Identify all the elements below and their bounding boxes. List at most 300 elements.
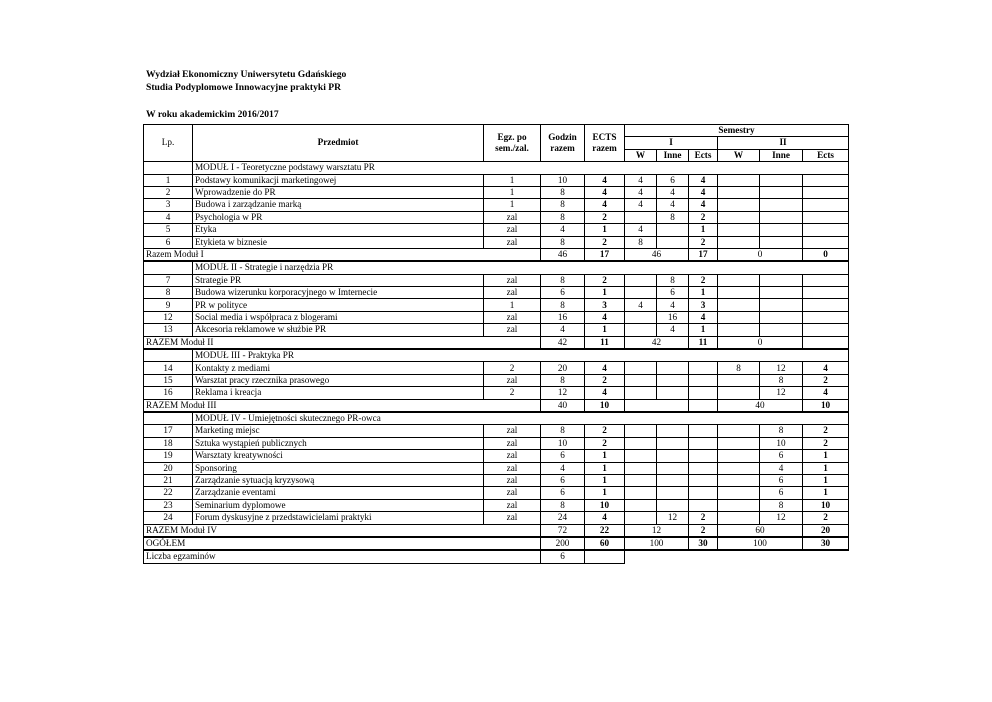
- subject-cell: Psychologia w PR: [193, 211, 484, 223]
- sem2-ects-cell: 10: [803, 499, 849, 511]
- egz-cell: zal: [484, 311, 541, 323]
- lp-cell: 9: [144, 299, 193, 311]
- sem2-inne-cell: 8: [760, 425, 803, 437]
- subject-cell: Etyka: [193, 224, 484, 236]
- summary-hours: 42: [541, 336, 585, 349]
- sem1-ects-cell: 1: [689, 224, 718, 236]
- sem2-w-cell: [718, 274, 760, 286]
- subject-cell: Seminarium dyplomowe: [193, 499, 484, 511]
- ects-cell: 4: [585, 311, 625, 323]
- sem2-ects-cell: [803, 199, 849, 211]
- table-row: [144, 236, 849, 248]
- lp-cell: [144, 349, 193, 362]
- lp-cell: [144, 162, 193, 174]
- sem2-ects-cell: 4: [803, 362, 849, 374]
- sem1-inne-cell: [657, 487, 689, 499]
- summary-sem2-ects: 20: [803, 524, 849, 537]
- ects-cell: 2: [585, 274, 625, 286]
- module-header-row: [144, 349, 849, 362]
- sem1-ects-cell: 1: [689, 324, 718, 336]
- ects-cell: 1: [585, 487, 625, 499]
- summary-hours: 72: [541, 524, 585, 537]
- sem2-w-cell: [718, 324, 760, 336]
- sem2-ects-cell: [803, 186, 849, 198]
- module-title: MODUŁ I - Teoretyczne podstawy warsztatu PR: [193, 162, 849, 174]
- sem1-inne-cell: [657, 437, 689, 449]
- egz-cell: zal: [484, 474, 541, 486]
- lp-cell: [144, 261, 193, 274]
- lp-cell: 8: [144, 287, 193, 299]
- table-row: [144, 387, 849, 399]
- summary-ects: 10: [585, 399, 625, 412]
- summary-label: RAZEM Moduł II: [144, 336, 541, 349]
- sem1-ects-cell: 2: [689, 512, 718, 524]
- col-header-w2: W: [718, 149, 760, 161]
- lp-cell: 21: [144, 474, 193, 486]
- sem2-ects-cell: 2: [803, 437, 849, 449]
- sem2-inne-cell: 10: [760, 437, 803, 449]
- table-body: [144, 162, 849, 564]
- sem1-ects-cell: [689, 450, 718, 462]
- sem2-inne-cell: [760, 311, 803, 323]
- sem1-w-cell: [625, 362, 657, 374]
- lp-cell: 6: [144, 236, 193, 248]
- sem2-w-cell: [718, 186, 760, 198]
- ects-cell: 4: [585, 199, 625, 211]
- sem2-inne-cell: 8: [760, 499, 803, 511]
- sem2-ects-cell: [803, 324, 849, 336]
- sem1-w-cell: [625, 387, 657, 399]
- sem1-ects-cell: [689, 374, 718, 386]
- lp-cell: 18: [144, 437, 193, 449]
- subject-cell: Wprowadzenie do PR: [193, 186, 484, 198]
- summary-row: [144, 336, 849, 349]
- sem2-w-cell: [718, 450, 760, 462]
- ects-cell: 1: [585, 287, 625, 299]
- col-header-ects: ECTS razem: [585, 125, 625, 162]
- ects-cell: 4: [585, 512, 625, 524]
- lp-cell: 23: [144, 499, 193, 511]
- egz-cell: 1: [484, 299, 541, 311]
- hours-cell: 8: [541, 499, 585, 511]
- summary-label: RAZEM Moduł III: [144, 399, 541, 412]
- sem1-inne-cell: [657, 462, 689, 474]
- egz-cell: zal: [484, 374, 541, 386]
- header-row-1: [144, 125, 849, 137]
- summary-row: [144, 537, 849, 550]
- ects-cell: 2: [585, 211, 625, 223]
- ects-cell: 1: [585, 462, 625, 474]
- lp-cell: 5: [144, 224, 193, 236]
- summary-row: [144, 248, 849, 261]
- ects-cell: 3: [585, 299, 625, 311]
- lp-cell: 7: [144, 274, 193, 286]
- sem2-ects-cell: 1: [803, 487, 849, 499]
- curriculum-table: [143, 124, 849, 564]
- sem1-ects-cell: [689, 437, 718, 449]
- sem2-w-cell: [718, 487, 760, 499]
- subject-cell: Zarządzanie sytuacją kryzysową: [193, 474, 484, 486]
- sem1-ects-cell: [689, 487, 718, 499]
- subject-cell: Kontakty z mediami: [193, 362, 484, 374]
- sem2-w-cell: [718, 425, 760, 437]
- sem2-w-cell: [718, 299, 760, 311]
- exam-count-row: [144, 550, 849, 563]
- hours-cell: 8: [541, 374, 585, 386]
- sem2-ects-cell: [803, 211, 849, 223]
- sem1-w-cell: [625, 450, 657, 462]
- sem2-w-cell: [718, 174, 760, 186]
- sem2-ects-cell: [803, 311, 849, 323]
- ects-cell: 4: [585, 186, 625, 198]
- subject-cell: Warsztat pracy rzecznika prasowego: [193, 374, 484, 386]
- sem1-ects-cell: 2: [689, 211, 718, 223]
- sem2-w-cell: [718, 374, 760, 386]
- table-row: [144, 186, 849, 198]
- lp-cell: 1: [144, 174, 193, 186]
- table-row: [144, 224, 849, 236]
- hours-cell: 8: [541, 236, 585, 248]
- hours-cell: 24: [541, 512, 585, 524]
- table-row: [144, 274, 849, 286]
- summary-hours: 46: [541, 248, 585, 261]
- lp-cell: 3: [144, 199, 193, 211]
- egz-cell: zal: [484, 274, 541, 286]
- lp-cell: 15: [144, 374, 193, 386]
- module-header-row: [144, 162, 849, 174]
- sem1-inne-cell: [657, 236, 689, 248]
- summary-sem2-hours: 100: [718, 537, 803, 550]
- module-title: MODUŁ III - Praktyka PR: [193, 349, 849, 362]
- egz-cell: 2: [484, 362, 541, 374]
- ects-cell: 10: [585, 499, 625, 511]
- sem1-inne-cell: [657, 474, 689, 486]
- egz-cell: 1: [484, 186, 541, 198]
- col-header-egz: Egz. po sem./zal.: [484, 125, 541, 162]
- lp-cell: 12: [144, 311, 193, 323]
- sem1-ects-cell: [689, 387, 718, 399]
- hours-cell: 6: [541, 474, 585, 486]
- sem2-inne-cell: [760, 199, 803, 211]
- sem2-w-cell: [718, 387, 760, 399]
- sem1-w-cell: [625, 474, 657, 486]
- lp-cell: 4: [144, 211, 193, 223]
- sem1-ects-cell: 3: [689, 299, 718, 311]
- sem2-ects-cell: 4: [803, 387, 849, 399]
- col-header-sem2: II: [718, 137, 849, 149]
- sem1-ects-cell: 2: [689, 274, 718, 286]
- sem2-inne-cell: 12: [760, 362, 803, 374]
- sem2-inne-cell: [760, 236, 803, 248]
- summary-sem2-ects: 10: [803, 399, 849, 412]
- sem1-w-cell: [625, 324, 657, 336]
- summary-hours: 40: [541, 399, 585, 412]
- summary-sem1-ects: 17: [689, 248, 718, 261]
- sem2-ects-cell: [803, 274, 849, 286]
- egz-cell: zal: [484, 487, 541, 499]
- col-header-sem1: I: [625, 137, 718, 149]
- hours-cell: 6: [541, 287, 585, 299]
- sem2-inne-cell: 4: [760, 462, 803, 474]
- summary-sem2-hours: 0: [718, 336, 803, 349]
- lp-cell: 24: [144, 512, 193, 524]
- sem2-ects-cell: 1: [803, 462, 849, 474]
- sem1-inne-cell: [657, 425, 689, 437]
- sem2-inne-cell: [760, 174, 803, 186]
- sem1-ects-cell: [689, 474, 718, 486]
- table-row: [144, 474, 849, 486]
- sem1-inne-cell: [657, 374, 689, 386]
- summary-sem2-hours: 40: [718, 399, 803, 412]
- subject-cell: Social media i współpraca z blogerami: [193, 311, 484, 323]
- subject-cell: Budowa wizerunku korporacyjnego w Imternecie: [193, 287, 484, 299]
- module-title: MODUŁ IV - Umiejętności skutecznego PR-owca: [193, 412, 849, 425]
- summary-label: OGÓŁEM: [144, 537, 541, 550]
- table-row: [144, 287, 849, 299]
- sem2-w-cell: [718, 474, 760, 486]
- col-header-inne1: Inne: [657, 149, 689, 161]
- ects-cell: 4: [585, 174, 625, 186]
- sem1-w-cell: 4: [625, 186, 657, 198]
- sem1-ects-cell: 4: [689, 199, 718, 211]
- table-row: [144, 174, 849, 186]
- ects-cell: 1: [585, 224, 625, 236]
- empty-cell: [585, 550, 625, 563]
- summary-sem1-hours: 46: [625, 248, 689, 261]
- subject-cell: Strategie PR: [193, 274, 484, 286]
- sem2-inne-cell: [760, 186, 803, 198]
- col-header-lp: Lp.: [144, 125, 193, 162]
- ects-cell: 1: [585, 474, 625, 486]
- sem1-inne-cell: 8: [657, 211, 689, 223]
- sem1-w-cell: [625, 287, 657, 299]
- hours-cell: 8: [541, 211, 585, 223]
- lp-cell: 16: [144, 387, 193, 399]
- sem2-inne-cell: 6: [760, 474, 803, 486]
- subject-cell: Akcesoria reklamowe w służbie PR: [193, 324, 484, 336]
- summary-row: [144, 524, 849, 537]
- sem1-w-cell: [625, 374, 657, 386]
- sem1-w-cell: [625, 512, 657, 524]
- sem2-inne-cell: 6: [760, 450, 803, 462]
- sem1-w-cell: 4: [625, 224, 657, 236]
- hours-cell: 8: [541, 425, 585, 437]
- sem2-inne-cell: [760, 299, 803, 311]
- summary-ects: 60: [585, 537, 625, 550]
- table-row: [144, 499, 849, 511]
- subject-cell: Sponsoring: [193, 462, 484, 474]
- sem2-inne-cell: [760, 224, 803, 236]
- sem1-w-cell: 4: [625, 299, 657, 311]
- lp-cell: 19: [144, 450, 193, 462]
- sem2-w-cell: [718, 211, 760, 223]
- table-row: [144, 374, 849, 386]
- sem2-inne-cell: 12: [760, 512, 803, 524]
- table-row: [144, 311, 849, 323]
- sem1-inne-cell: [657, 362, 689, 374]
- sem2-inne-cell: [760, 211, 803, 223]
- sem2-ects-cell: 2: [803, 374, 849, 386]
- sem1-inne-cell: 8: [657, 274, 689, 286]
- summary-sem1-ects: [689, 399, 718, 412]
- ects-cell: 4: [585, 362, 625, 374]
- egz-cell: zal: [484, 224, 541, 236]
- sem2-w-cell: [718, 499, 760, 511]
- summary-sem1-hours: 12: [625, 524, 689, 537]
- sem2-w-cell: [718, 199, 760, 211]
- summary-ects: 17: [585, 248, 625, 261]
- summary-sem2-hours: 0: [718, 248, 803, 261]
- summary-sem1-ects: 2: [689, 524, 718, 537]
- table-row: [144, 299, 849, 311]
- ects-cell: 1: [585, 450, 625, 462]
- sem2-ects-cell: [803, 287, 849, 299]
- table-row: [144, 425, 849, 437]
- sem2-w-cell: [718, 437, 760, 449]
- hours-cell: 4: [541, 324, 585, 336]
- egz-cell: zal: [484, 425, 541, 437]
- module-title: MODUŁ II - Strategie i narzędzia PR: [193, 261, 849, 274]
- sem2-inne-cell: 12: [760, 387, 803, 399]
- summary-label: RAZEM Moduł IV: [144, 524, 541, 537]
- summary-sem2-ects: 0: [803, 248, 849, 261]
- sem2-w-cell: 8: [718, 362, 760, 374]
- lp-cell: 22: [144, 487, 193, 499]
- egz-cell: 1: [484, 199, 541, 211]
- summary-ects: 11: [585, 336, 625, 349]
- sem1-inne-cell: [657, 450, 689, 462]
- table-row: [144, 450, 849, 462]
- sem1-ects-cell: 4: [689, 311, 718, 323]
- lp-cell: 20: [144, 462, 193, 474]
- sem1-w-cell: [625, 462, 657, 474]
- sem1-ects-cell: 1: [689, 287, 718, 299]
- hours-cell: 6: [541, 450, 585, 462]
- summary-sem1-ects: 30: [689, 537, 718, 550]
- egz-cell: 2: [484, 387, 541, 399]
- col-header-godzin: Godzin razem: [541, 125, 585, 162]
- hours-cell: 20: [541, 362, 585, 374]
- col-header-w1: W: [625, 149, 657, 161]
- subject-cell: Reklama i kreacja: [193, 387, 484, 399]
- egz-cell: 1: [484, 174, 541, 186]
- table-row: [144, 462, 849, 474]
- sem1-inne-cell: [657, 224, 689, 236]
- subject-cell: Marketing miejsc: [193, 425, 484, 437]
- sem1-ects-cell: 2: [689, 236, 718, 248]
- sem1-ects-cell: [689, 425, 718, 437]
- sem1-w-cell: 4: [625, 174, 657, 186]
- lp-cell: 17: [144, 425, 193, 437]
- col-header-semestry: Semestry: [625, 125, 849, 137]
- sem2-w-cell: [718, 311, 760, 323]
- sem2-w-cell: [718, 462, 760, 474]
- summary-ects: 22: [585, 524, 625, 537]
- egz-cell: zal: [484, 450, 541, 462]
- sem1-ects-cell: [689, 362, 718, 374]
- sem2-ects-cell: [803, 236, 849, 248]
- subject-cell: Etykieta w biznesie: [193, 236, 484, 248]
- ects-cell: 2: [585, 437, 625, 449]
- egz-cell: zal: [484, 324, 541, 336]
- ects-cell: 2: [585, 236, 625, 248]
- table-row: [144, 199, 849, 211]
- table-row: [144, 362, 849, 374]
- egz-cell: zal: [484, 499, 541, 511]
- table-row: [144, 324, 849, 336]
- sem2-inne-cell: [760, 287, 803, 299]
- egz-cell: zal: [484, 437, 541, 449]
- ects-cell: 4: [585, 387, 625, 399]
- sem2-w-cell: [718, 224, 760, 236]
- module-header-row: [144, 261, 849, 274]
- sem2-inne-cell: 6: [760, 487, 803, 499]
- egz-cell: zal: [484, 462, 541, 474]
- table-row: [144, 437, 849, 449]
- sem1-w-cell: [625, 311, 657, 323]
- sem1-w-cell: [625, 274, 657, 286]
- subject-cell: Forum dyskusyjne z przedstawicielami praktyki: [193, 512, 484, 524]
- hours-cell: 8: [541, 299, 585, 311]
- hours-cell: 6: [541, 487, 585, 499]
- sem1-w-cell: [625, 211, 657, 223]
- subject-cell: Warsztaty kreatywności: [193, 450, 484, 462]
- sem2-w-cell: [718, 287, 760, 299]
- subject-cell: Podstawy komunikacji marketingowej: [193, 174, 484, 186]
- subject-cell: Budowa i zarządzanie marką: [193, 199, 484, 211]
- subject-cell: PR w polityce: [193, 299, 484, 311]
- module-header-row: [144, 412, 849, 425]
- summary-sem1-hours: 100: [625, 537, 689, 550]
- sem2-ects-cell: [803, 224, 849, 236]
- sem1-w-cell: [625, 487, 657, 499]
- summary-row: [144, 399, 849, 412]
- hours-cell: 8: [541, 199, 585, 211]
- hours-cell: 4: [541, 462, 585, 474]
- lp-cell: 2: [144, 186, 193, 198]
- sem2-inne-cell: [760, 274, 803, 286]
- sem1-inne-cell: 4: [657, 324, 689, 336]
- summary-hours: 200: [541, 537, 585, 550]
- sem1-inne-cell: 4: [657, 186, 689, 198]
- sem1-ects-cell: 4: [689, 174, 718, 186]
- sem1-ects-cell: [689, 499, 718, 511]
- academic-year: W roku akademickim 2016/2017: [146, 109, 279, 120]
- sem1-inne-cell: [657, 387, 689, 399]
- subject-cell: Zarządzanie eventami: [193, 487, 484, 499]
- sem1-inne-cell: 12: [657, 512, 689, 524]
- summary-sem2-ects: 30: [803, 537, 849, 550]
- hours-cell: 4: [541, 224, 585, 236]
- sem2-ects-cell: 1: [803, 474, 849, 486]
- exam-count-value: 6: [541, 550, 585, 563]
- egz-cell: zal: [484, 211, 541, 223]
- hours-cell: 8: [541, 274, 585, 286]
- sem2-w-cell: [718, 236, 760, 248]
- col-header-ects2: Ects: [803, 149, 849, 161]
- sem2-w-cell: [718, 512, 760, 524]
- col-header-inne2: Inne: [760, 149, 803, 161]
- table-row: [144, 512, 849, 524]
- sem2-inne-cell: 8: [760, 374, 803, 386]
- table-row: [144, 211, 849, 223]
- summary-sem2-hours: 60: [718, 524, 803, 537]
- egz-cell: zal: [484, 236, 541, 248]
- sem1-inne-cell: 4: [657, 299, 689, 311]
- hours-cell: 12: [541, 387, 585, 399]
- program-title: Studia Podyplomowe Innowacyjne praktyki PR: [146, 82, 342, 93]
- sem2-ects-cell: [803, 174, 849, 186]
